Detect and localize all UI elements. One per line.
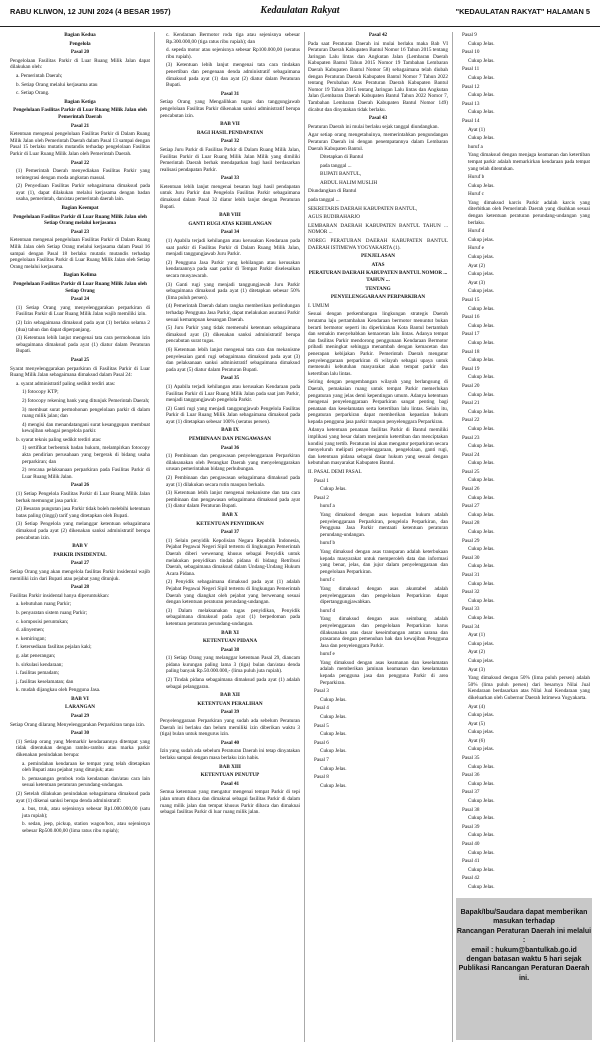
paragraph: (2) Pembinaan dan pengawasan sebagaimana dimaksud pada ayat (1) dilakukan secara rutin maupun berkala.: [166, 475, 300, 488]
paragraph: Pasal 12: [462, 83, 480, 90]
section-heading: GANTI RUGI ATAS KEHILANGAN: [188, 220, 272, 227]
paragraph: (2) Izin sebagaimana dimaksud pada ayat (1) berlaku selama 2 (dua) tahun dan dapat diperpanjang.: [16, 319, 150, 333]
paragraph: Pasal 42: [462, 875, 480, 882]
section-heading: Pasal 32: [220, 138, 240, 145]
paragraph: 1) fotocopy KTP;: [22, 389, 59, 396]
paragraph: Cukup Jelas.: [468, 763, 495, 770]
section-heading: Pasal 37: [220, 529, 240, 536]
paragraph: Cukup jelas.: [468, 288, 494, 295]
paragraph: (4) Pemerintah Daerah dalam rangka memberikan perlindungan terhadap Pengguna Jasa Parkir, dapat melakukan asuransi Parkir sesuai kemampuan keuangan Daerah.: [166, 303, 300, 323]
paragraph: Penyelenggaraan Perparkiran yang sudah ada sebelum Peraturan Daerah ini berlaku dan belum memiliki izin diberikan waktu 3 (tiga) bulan untuk mengurus izin.: [160, 718, 300, 738]
paragraph: Cukup Jelas.: [468, 460, 495, 467]
paragraph: Cukup Jelas.: [468, 529, 495, 536]
column-divider: [154, 32, 155, 1042]
paragraph: Yang dimaksud dengan asas transparan adalah keterbukaan kepada masyarakat untuk memperoleh data dan informasi yang benar, jelas, dan jujur dalam penyelenggaraan dan pengelolaan Perparkiran.: [320, 548, 448, 575]
section-heading: Pasal 35: [220, 375, 240, 382]
paragraph: Pasal 31: [462, 572, 480, 578]
paragraph: Adanya ketentuan penataan fasilitas Parkir di Bantul memiliki implikasi yang besar dalam menjamin ketertiban dan menciptakan kondisi yang tertib. Peraturan ini akan mengatur perparkiran secara menyeluruh meliputi penyelenggaraan, pengelolaan, ganti rugi, dan ketentuan pidana sebagai dasar hukum yang sesuai dengan kebutuhan masyarakat Kabupaten Bantul.: [308, 427, 448, 467]
text-column-4: [456, 32, 590, 892]
section-heading: BAB XII: [220, 692, 240, 699]
paragraph: Peraturan Daerah ini mulai berlaku sejak tanggal diundangkan.: [308, 123, 439, 130]
paragraph: I. UMUM: [308, 302, 330, 309]
paragraph: Cukup jelas.: [468, 712, 494, 719]
notice-line: Rancangan Peraturan Daerah ini melalui :: [456, 927, 592, 945]
paragraph: (2) Penyediaan Fasilitas Parkir sebagaimana dimaksud pada ayat (1), dapat dilakukan melalui kerjasama dengan badan usaha, pemerintah, dan/atau pemerintah daerah lain.: [16, 183, 150, 203]
paragraph: Pasal 9: [462, 32, 477, 38]
paragraph: (1) Setiap orang yang Memarkir kendaraannya ditempat yang tidak ditentukan dengan rambu-rambu atau marka parkir dikenakan penindakan berupa:: [16, 738, 150, 759]
paragraph: Cukup jelas.: [468, 236, 494, 243]
paragraph: Cukup jelas.: [468, 657, 494, 664]
paragraph: Pasal 8: [314, 774, 329, 781]
paragraph: Cukup jelas.: [468, 640, 494, 647]
paragraph: Huruf d: [468, 228, 485, 235]
paragraph: Izin yang sudah ada sebelum Peraturan Daerah ini tetap dinyatakan berlaku sampai dengan masa berlaku izin habis.: [160, 748, 300, 761]
section-heading: Pasal 38: [220, 646, 240, 653]
paragraph: Pasal 28: [462, 520, 480, 527]
paragraph: Pasal 33: [462, 606, 480, 613]
section-heading: BAB V: [72, 543, 88, 550]
paragraph: II. PASAL DEMI PASAL: [308, 469, 362, 476]
section-heading: Pasal 43: [368, 115, 388, 122]
paragraph: Cukup Jelas.: [468, 357, 495, 364]
paragraph: pada tanggal ...: [320, 162, 352, 169]
paragraph: a. syarat administratif paling sedikit terdiri atas:: [16, 380, 116, 387]
paragraph: Cukup jelas.: [468, 729, 494, 736]
paragraph: e. kemiringan;: [16, 635, 46, 642]
paragraph: b. Setiap Orang melalui kerjasama atau: [16, 81, 98, 88]
paragraph: Pasal 38: [462, 806, 480, 813]
paragraph: Pasal 20: [462, 382, 480, 389]
paragraph: Pasal 41: [462, 858, 480, 865]
paragraph: 3) membuat surat permohonan pengelolaan parkir di dalam ruang milik jalan; dan: [22, 406, 150, 420]
section-heading: Pasal 30: [70, 730, 90, 737]
paragraph: Ketentuan lebih lanjut mengenai besaran bagi hasil pendapatan untuk Juru Parkir dan Pengelola Fasilitas Parkir sebagaimana dimaksud dalam Pasal 32 diatur lebih lanjut dengan Peraturan Bupati.: [160, 183, 300, 210]
paragraph: Cukup Jelas.: [468, 597, 495, 604]
paragraph: Pasal 17: [462, 331, 480, 338]
paragraph: Pasal 23: [462, 434, 480, 441]
section-heading: BAB IX: [221, 427, 239, 434]
paragraph: (1) Apabila terjadi kehilangan atau kerusakan Kendaraan pada saat parkir di Fasilitas Parkir di Dalam Ruang Milik Jalan, menjadi tanggungjawab Juru Parkir.: [166, 238, 300, 258]
paragraph: Pasal 5: [314, 722, 329, 729]
paragraph: Ayat (3): [468, 666, 485, 673]
paragraph: Pasal 11: [462, 66, 480, 73]
paragraph: Pasal 39: [462, 823, 480, 830]
paragraph: Cukup jelas.: [468, 254, 494, 261]
paragraph: Pada saat Peraturan Daerah ini mulai berlaku maka Bab VI Peraturan Daerah Kabupaten Bantul Nomor 16 Tahun 2015 tentang Jaringan Lalu lintas dan Angkutan Jalan (Lembaran Daerah Kabupaten Bantul Tahun 2015 Nomor 19 Tambahan Lembaran Daerah Kabupaten Bantul Nomor 58) sebagaimana telah diubah dengan Peraturan Daerah Kabupaten Bantul Nomor 7 Tahun 2022 tentang Perubahan Atas Peraturan Daerah Kabupaten Bantul Nomor 19 Tahun 2015 tentang Jaringan Lalu lintas dan Angkutan Jalan (Lembaran Daerah Kabupaten Bantul Tahun 2022 Nomor 7, Tambahan Lembaran Daerah Kabupaten Bantul Nomor 149) dicabut dan dinyatakan tidak berlaku.: [308, 40, 448, 113]
paragraph: a. bus, truk, atau sejenisnya sebesar Rp1.000.000,00 (satu juta rupiah);: [22, 806, 150, 819]
text-column-3: [308, 32, 448, 1042]
paragraph: (2) Penyidik sebagaimana dimaksud pada ayat (1) adalah Pejabat Pegawai Negeri Sipil tertentu di lingkungan Pemerintah Daerah yang diangkat oleh pejabat yang berwenang sesuai dengan ketentuan peraturan perundang-undangan.: [166, 579, 300, 606]
paragraph: Cukup Jelas.: [468, 443, 495, 450]
paragraph: Pasal 37: [462, 789, 480, 796]
paragraph: Cukup Jelas.: [320, 748, 347, 755]
paragraph: Cukup Jelas.: [468, 305, 495, 312]
paragraph: Cukup Jelas.: [468, 92, 495, 99]
section-heading: Pasal 23: [70, 228, 90, 235]
section-heading: TENTANG: [365, 285, 391, 292]
paragraph: (3) Dalam melaksanakan tugas penyidikan, Penyidik sebagaimana dimaksud pada ayat (1) berpedoman pada ketentuan peraturan perundang-undangan.: [166, 607, 300, 627]
paragraph: BUPATI BANTUL,: [320, 171, 362, 178]
paragraph: huruf d: [320, 607, 336, 614]
text-column-1: [10, 32, 150, 1042]
paragraph: Cukup Jelas.: [468, 477, 495, 484]
section-heading: LARANGAN: [65, 704, 95, 711]
paragraph: Pasal 16: [462, 314, 480, 321]
paragraph: b. syarat teknis paling sedikit terdiri atas:: [16, 436, 102, 443]
paragraph: b. pemasangan gembok roda kendaraan dan/atau cara lain sesuai ketentuan peraturan perundang-undangan.: [22, 775, 150, 789]
paragraph: Cukup Jelas.: [468, 408, 495, 415]
paragraph: Setiap Orang yang Mengalihkan tugas dan tanggungjawab pengelolaan Fasilitas Parkir dikenakan sanksi administratif berupa pencabutan izin.: [160, 99, 300, 119]
paragraph: Pasal 6: [314, 739, 329, 746]
paragraph: Cukup Jelas.: [468, 494, 495, 501]
paragraph: Pasal 4: [314, 705, 329, 712]
paragraph: (3) Ganti rugi yang menjadi tanggungjawab Juru Parkir sebagaimana dimaksud pada ayat (1) ditetapkan sebesar 50% (lima puluh persen).: [166, 281, 300, 301]
paragraph: Cukup Jelas.: [468, 546, 495, 553]
paragraph: Cukup jelas.: [468, 271, 494, 278]
paragraph: Cukup Jelas.: [468, 425, 495, 432]
paragraph: (2) Besaran pungutan jasa Parkir tidak boleh melebihi ketentuan batas paling (tinggi) tarif yang ditetapkan oleh Bupati.: [16, 506, 150, 519]
paragraph: d. alinyemen;: [16, 627, 45, 634]
paragraph: (1) Setiap Orang yang melanggar ketentuan Pasal 29, diancam pidana kurungan paling lama 3 (tiga) bulan dan/atau denda paling banyak Rp.50.000.000,- (lima puluh juta rupiah).: [166, 655, 300, 675]
paragraph: Pasal 3: [314, 688, 329, 695]
paragraph: Cukup Jelas.: [468, 374, 495, 381]
paragraph: Ayat (2): [468, 649, 485, 656]
paragraph: Cukup Jelas.: [320, 696, 347, 703]
paragraph: pada tanggal ...: [308, 197, 340, 204]
paragraph: huruf a: [320, 503, 335, 510]
paragraph: c. komposisi peruntukan;: [16, 618, 69, 625]
paragraph: Pasal 35: [462, 755, 480, 762]
section-heading: Bagian Kedua: [64, 32, 96, 38]
paragraph: Syarat menyelenggarakan perparkiran di Fasilitas Parkir di Luar Ruang Milik Jalan sebagaimana dimaksud dalam Pasal 24:: [10, 365, 150, 379]
section-heading: Pasal 20: [70, 49, 90, 56]
paragraph: huruf b: [320, 540, 336, 547]
section-heading: Pasal 41: [220, 780, 240, 787]
paragraph: LEMBARAN DAERAH KABUPATEN BANTUL TAHUN ... NOMOR ...: [308, 222, 448, 236]
paragraph: Cukup Jelas.: [468, 182, 495, 189]
paragraph: Pasal 7: [314, 757, 329, 763]
section-heading: Pengelola: [69, 40, 91, 47]
paragraph: Pasal 14: [462, 117, 480, 124]
paragraph: Pasal 2: [314, 494, 329, 501]
paragraph: Agar setiap orang mengetahuinya, memerintahkan pengundangan Peraturan Daerah ini dengan penempatannya dalam Lembaran Daerah Kabupaten Bantul.: [308, 132, 448, 152]
paragraph: Ketentuan mengenai pengelolaan Fasilitas Parkir di Dalam Ruang Milik Jalan oleh Setiap Orang melalui kerjasama dalam Pasal 16 sampai dengan Pasal 18 berlaku mutatis mutandis terhadap pengelolaan Fasilitas Parkir di Luar Ruang Milik Jalan oleh Setiap Orang melalui kerjasama.: [10, 237, 150, 270]
paragraph: Pasal 30: [462, 554, 480, 561]
column-divider: [304, 32, 305, 1042]
paragraph: Cukup jelas.: [468, 746, 494, 753]
paragraph: Yang dimaksud dengan menjaga keamanan dan ketertiban tempat parkir adalah memarkirkan kendaraan pada tempat yang telah ditentukan.: [468, 152, 590, 172]
paragraph: Ayat (3): [468, 279, 485, 286]
paragraph: f. ketersediaan fasilitas pejalan kaki;: [16, 644, 92, 651]
column-divider: [452, 32, 453, 1042]
paragraph: Pengelolaan Fasilitas Parkir di Luar Ruang Milik Jalan dapat dilakukan oleh:: [10, 57, 150, 71]
paragraph: (2) Ganti rugi yang menjadi tanggungjawab Pengelola Fasilitas Parkir di Luar Ruang Milik Jalan sebagaimana dimaksud pada ayat (1) ditetapkan sebesar 100% (seratus persen).: [166, 405, 300, 425]
paragraph: d. sepeda motor atau sejenisnya sebesar Rp100.000,00 (seratus ribu rupiah).: [166, 47, 300, 60]
paragraph: Pasal 29: [462, 537, 480, 544]
paragraph: (3) Ketentuan lebih lanjut mengenai tata cara tindakan penertiban dan pengenaan denda administratif sebagaimana dimaksud pada ayat (1) dan ayat (2) diatur dalam Peraturan Bupati.: [166, 62, 300, 89]
paragraph: Pasal 40: [462, 841, 480, 847]
paragraph: Ditetapkan di Bantul: [320, 154, 364, 161]
notice-line: masukan terhadap: [493, 918, 555, 926]
paragraph: j. fasilitas keselamatan; dan: [16, 678, 74, 685]
header-date: RABU KLIWON, 12 JUNI 2024 (4 BESAR 1957): [10, 7, 171, 16]
paragraph: (1) Pemerintah Daerah menyediakan Fasilitas Parkir yang terintegrasi dengan moda angkutan massal.: [16, 168, 150, 181]
paragraph: Cukup Jelas.: [320, 714, 347, 721]
paragraph: Cukup Jelas.: [468, 511, 495, 518]
paragraph: Cukup Jelas.: [468, 832, 495, 839]
paragraph: b. penyaratan sistem ruang Parkir;: [16, 609, 88, 616]
section-heading: Pasal 36: [220, 444, 240, 451]
paragraph: Pasal 25: [462, 468, 480, 475]
paragraph: Cukup Jelas.: [320, 765, 347, 772]
notice-email: email : hukum@bantulkab.go.id: [471, 946, 577, 954]
section-heading: PENYELENGGARAAN PERPARKIRAN: [330, 294, 426, 301]
paragraph: a. pemindahan kendaraan ke tempat yang telah ditetapkan oleh Bupati atau pejabat yang ditunjuk; atau: [22, 760, 150, 774]
paragraph: huruf e: [320, 651, 335, 658]
section-heading: Pasal 25: [70, 356, 90, 363]
paragraph: 2) rencana pelaksanaan perparkiran pada Fasilitas Parkir di Luar Ruang Milik Jalan.: [22, 467, 150, 480]
header-page-label: "KEDAULATAN RAKYAT" HALAMAN 5: [455, 7, 590, 16]
section-heading: Pasal 42: [368, 32, 388, 38]
notice-line: Publikasi Rancangan Peraturan Daerah ini.: [458, 965, 590, 982]
paragraph: huruf c: [320, 577, 335, 584]
paragraph: Yang dimaksud dengan asas seimbang adalah penyelenggaraan dan pengelolaan Perparkiran harus dilaksanakan atas dasar keseimbangan antara sarana dan prasarana dengan pemenuhan hak dan kewajiban Pengguna Jasa dan penyelenggara Parkir.: [320, 616, 448, 649]
paragraph: (3) Ketentuan lebih lanjut mengenai mekanisme dan tata cara pembinaan dan pengawasan sebagaimana dimaksud pada ayat (1) diatur dalam Peraturan Bupati.: [166, 490, 300, 510]
paragraph: Yang dimaksud dengan 50% (lima puluh persen) adalah 50% (lima puluh persen) dari besarnya Nilai Jual Kendaraan berdasarkan atas Nilai Jual Kendaraan yang dikeluarkan oleh Gubernur Daerah Istimewa Yogyakarta.: [468, 675, 590, 701]
section-heading: Pasal 31: [220, 90, 240, 97]
paragraph: Yang dimaksud dengan asas akuntabel adalah penyelenggaraan dan pengelolaan Perparkiran dapat dipertanggungjawabkan.: [320, 585, 448, 606]
section-heading: Bagian Keempat: [61, 205, 99, 212]
paragraph: Cukup Jelas.: [468, 780, 495, 787]
paragraph: Pasal 34: [462, 623, 480, 630]
section-heading: BAB VI: [71, 695, 89, 702]
paragraph: Cukup Jelas.: [320, 731, 347, 738]
paragraph: Cukup Jelas.: [468, 614, 495, 621]
paragraph: Yang dimaksud dengan asas kepastian hukum adalah penyelenggaraan Perparkiran, pengelola Perparkiran, dan Pengguna Jasa Parkir mentaati ketentuan peraturan perundang-undangan.: [320, 512, 448, 538]
section-heading: Bagian Ketiga: [64, 98, 96, 105]
paragraph: Cukup Jelas.: [468, 322, 495, 329]
paragraph: Pasal 15: [462, 297, 480, 303]
section-heading: BAB XI: [221, 629, 239, 636]
paragraph: (1) Pembinaan dan pengawasan penyelenggaraan Perparkiran dilaksanakan oleh Perangkat Daerah yang menyelenggarakan urusan pemerintahan bidang perhubungan.: [166, 453, 300, 473]
paragraph: Cukup Jelas.: [468, 798, 495, 805]
section-heading: Pasal 29: [70, 713, 90, 720]
paragraph: b. sedan, jeep, pickup, station wagon/box, atau sejenisnya sebesar Rp500.000,00 (lima ratus ribu rupiah);: [22, 821, 150, 834]
paragraph: Pasal 32: [462, 589, 480, 596]
section-heading: BAB VIII: [219, 212, 241, 219]
paragraph: Huruf e: [468, 245, 484, 252]
section-heading: KETENTUAN PENYIDIKAN: [196, 520, 264, 527]
text-column-2: [160, 32, 300, 1042]
paragraph: Cukup Jelas.: [468, 849, 495, 856]
paragraph: Ayat (4): [468, 703, 485, 710]
paragraph: (2) Pengguna Jasa Parkir yang kehilangan atau kerusakan kendaraannya pada saat parkir di Tempat Parkir diselesaikan secara musyawarah.: [166, 259, 300, 279]
section-heading: Pasal 21: [70, 122, 90, 129]
paragraph: c. Setiap Orang.: [16, 90, 50, 97]
paragraph: (2) Tindak pidana sebagaimana dimaksud pada ayat (1) adalah sebagai pelanggaran.: [166, 677, 300, 690]
paragraph: Huruf b: [468, 174, 485, 181]
page-header: [0, 0, 600, 27]
section-heading: Pasal 34: [220, 229, 240, 236]
paragraph: Pasal 18: [462, 348, 480, 355]
paragraph: Ayat (6): [468, 737, 485, 744]
section-heading: Pengelolaan Fasilitas Parkir di Luar Ruang Milik Jalan oleh Setiap Orang: [13, 281, 147, 294]
paragraph: Cukup Jelas.: [468, 815, 495, 822]
section-heading: PEMBINAAN DAN PENGAWASAN: [188, 436, 272, 443]
section-heading: BAB X: [222, 512, 238, 518]
paragraph: a. kebutuhan ruang Parkir;: [16, 601, 72, 608]
paragraph: Pasal 22: [462, 417, 480, 424]
section-heading: BAB XIII: [219, 763, 241, 770]
paragraph: Pasal 27: [462, 503, 480, 510]
paragraph: (1) Setiap Orang yang menyelenggarakan perparkiran di Fasilitas Parkir di Luar Ruang Milik Jalan wajib memiliki izin.: [16, 304, 150, 318]
section-heading: Pasal 24: [70, 296, 90, 303]
paragraph: Ayat (2): [468, 262, 485, 269]
paragraph: a. Pemerintah Daerah;: [16, 72, 63, 79]
paragraph: Cukup Jelas.: [468, 883, 495, 890]
paragraph: (1) Apabila terjadi kehilangan atau kerusakan Kendaraan pada Fasilitas Parkir di Luar Ruang Milik Jalan pada saat jam Parkir, menjadi tanggungjawab pengelola Parkir.: [166, 383, 300, 404]
paragraph: h. sirkulasi kendaraan;: [16, 661, 63, 668]
paragraph: Yang dimaksud karcis Parkir adalah karcis yang diterbitkan oleh Pemerintah Daerah yang disahkan sesuai dengan ketentuan peraturan perundang-undangan yang berlaku.: [468, 199, 590, 226]
paragraph: Ketentuan mengenai pengelolaan Fasilitas Parkir di Dalam Ruang Milik Jalan oleh Pemerintah Daerah dalam Pasal 13 sampai dengan Pasal 15 berlaku mutatis mutandis terhadap pengelolaan Fasilitas Parkir di Luar Ruang Milik Jalan oleh Pemerintah Daerah.: [10, 131, 150, 157]
section-heading: Bagian Kelima: [63, 272, 97, 279]
paragraph: 1) sertifikat berbentuk badan hukum, melampirkan fotocopy akta pendirian perusahaan yang bergerak di bidang usaha perparkiran; dan: [22, 445, 150, 465]
paragraph: Pasal 1: [314, 477, 329, 484]
paragraph: (5) Juru Parkir yang tidak memenuhi ketentuan sebagaimana dimaksud ayat (3) dikenakan sanksi administratif berupa pencabutan surat tugas.: [166, 325, 300, 345]
paragraph: 4) mengisi dan menandatangani surat kesanggupan membuat kewajiban sebagai pengelola parkir.: [22, 421, 150, 435]
paragraph: AGUS BUDIRAHARJO: [308, 214, 361, 221]
paragraph: Cukup Jelas.: [468, 57, 495, 64]
paragraph: Ayat (1): [468, 126, 485, 133]
paragraph: Setiap Juru Parkir di Fasilitas Parkir di Dalam Ruang Milik Jalan, Fasilitas Parkir di Luar Ruang Milik Jalan Milik yang dimiliki Pemerintah Daerah berhak mendapatkan bagi hasil berdasarkan realisasi pendapatan Parkir.: [160, 146, 300, 173]
section-heading: ATAS: [371, 261, 385, 268]
paragraph: Setiap Orang yang akan mengelola fasilitas Parkir insidental wajib memiliki izin dari Bupati atau pejabat yang ditunjuk.: [10, 568, 150, 582]
paragraph: Cukup Jelas.: [468, 109, 495, 116]
paragraph: ABDUL HALIM MUSLIH: [320, 179, 378, 186]
paragraph: Pasal 36: [462, 772, 480, 779]
paragraph: NOREG PERATURAN DAERAH KABUPATEN BANTUL DAERAH ISTIMEWA YOGYAKARTA (1).: [308, 238, 448, 251]
paragraph: i. fasilitas pemadam;: [16, 670, 60, 677]
paragraph: Cukup Jelas.: [468, 74, 495, 81]
section-heading: Pasal 39: [220, 709, 240, 716]
paragraph: Cukup Jelas.: [468, 866, 495, 873]
section-heading: PARKIR INSIDENTAL: [53, 551, 107, 558]
paragraph: g. alat penerangan;: [16, 652, 56, 659]
section-heading: BAB VII: [220, 121, 240, 128]
section-heading: Pengelolaan Fasilitas Parkir di Luar Ruang Milik Jalan oleh Setiap Orang melalui kerjasama: [13, 213, 147, 227]
paragraph: Pasal 26: [462, 486, 480, 493]
section-heading: Pasal 28: [70, 584, 90, 591]
paragraph: Cukup Jelas.: [320, 486, 347, 493]
paragraph: Cukup Jelas.: [468, 135, 495, 142]
paragraph: Semua ketentuan yang mengatur mengenai tempat Parkir di tepi jalan umum dibaca dan dimaknai sebagai fasilitas Parkir di dalam ruang milik jalan dan tempat khusus Parkir dibaca dan dimaknai sebagai fasilitas Parkir di luar ruang milik jalan.: [160, 789, 300, 816]
paragraph: Pasal 24: [462, 451, 480, 458]
notice-line: Bapak/Ibu/Saudara dapat memberikan: [460, 909, 588, 916]
paragraph: (3) Ketentuan lebih lanjut mengenai tata cara permohonan izin sebagaimana dimaksud pada ayat (1) diatur dalam Peraturan Bupati.: [16, 335, 150, 355]
paragraph: Sesuai dengan perkembangan lingkungan strategis Daerah terutama laju pertambahan Kendaraan bermotor menuntut bukan berarti bermotor seperti itu diperkirakan Kota Bantul bertambah dan semakin menyebabkan kemacetan lalu lintas. Adanya tempat dan fasilitas Parkir mendorong penggunaan Kendaraan Bermotor pribadi meningkat sehingga menambah dengan kemacetan dan penerapan kebijakan Parkir. Pemerintah Daerah mengatur penyelenggaraan perparkiran di wilayah sebagai upaya untuk memenuhi kebutuhan masyarakat akan tempat parkir dan ketertiban lalu lintas.: [308, 311, 448, 377]
section-heading: Pasal 22: [70, 159, 90, 166]
paragraph: (1) Setiap Pengelola Fasilitas Parkir di Luar Ruang Milik Jalan berhak memungut jasa parkir.: [16, 491, 150, 504]
paragraph: Ayat (5): [468, 720, 485, 727]
paragraph: Pasal 13: [462, 100, 480, 107]
masthead-logo: Kedaulatan Rakyat: [260, 5, 340, 16]
paragraph: huruf a: [468, 143, 483, 150]
paragraph: Cukup Jelas.: [468, 580, 495, 587]
paragraph: Cukup Jelas.: [468, 563, 495, 570]
paragraph: Diundangkan di Bantul: [308, 188, 357, 195]
paragraph: Seiring dengan pengembangan wilayah yang berlangsung di Daerah, pemakaian ruang untuk tempat Parkir memerlukan pengaturan yang jelas demi kepentingan umum. Adanya ketentuan mengenai penyelenggaraan Perparkiran sangat penting bagi penataan dan keselamatan serta ketertiban lalu lintas. Selain itu, pengaturan perparkiran dapat memberikan kepastian hukum kepada pengguna jasa parkir maupun penyelenggara Perparkiran.: [308, 379, 448, 425]
paragraph: Huruf c: [468, 191, 484, 198]
paragraph: 2) fotocopy rekening bank yang ditunjuk Pemerintah Daerah;: [22, 397, 150, 404]
paragraph: Setiap Orang dilarang Menyelenggarakan Perparkiran tanpa izin.: [10, 721, 145, 728]
paragraph: Pasal 19: [462, 365, 480, 372]
section-heading: KETENTUAN PERALIHAN: [197, 700, 263, 707]
section-heading: BAGI HASIL PENDAPATAN: [196, 129, 264, 136]
paragraph: Cukup Jelas.: [468, 339, 495, 346]
paragraph: Fasilitas Parkir insidental hanya diperuntukkan:: [10, 592, 110, 599]
paragraph: (6) Ketentuan lebih lanjut mengenai tata cara dan mekanisme penyelesaian ganti rugi sebagaimana dimaksud pada ayat (3) dan pelaksanaan sanksi administratif sebagaimana dimaksud pada ayat (5) diatur dalam Peraturan Bupati.: [166, 346, 300, 373]
paragraph: Pasal 21: [462, 400, 480, 407]
section-heading: Pasal 33: [220, 175, 240, 182]
paragraph: Cukup Jelas.: [320, 782, 347, 789]
paragraph: c. Kendaraan Bermotor roda tiga atau sejenisnya sebesar Rp.300.000,00 (tiga ratus ribu rupiah); dan: [166, 32, 300, 45]
paragraph: Cukup Jelas.: [468, 391, 495, 398]
paragraph: SEKRETARIS DAERAH KABUPATEN BANTUL,: [308, 205, 418, 212]
paragraph: k. mudah dijangkau oleh Pengguna Jasa.: [16, 687, 101, 694]
section-heading: Pasal 27: [70, 560, 90, 567]
public-input-notice-box: [456, 898, 592, 1040]
section-heading: Pengelolaan Fasilitas Parkir di Luar Ruang Milik Jalan oleh Pemerintah Daerah: [13, 107, 147, 120]
paragraph: Cukup Jelas.: [468, 40, 495, 47]
section-heading: PERATURAN DAERAH KABUPATEN BANTUL NOMOR ... TAHUN ...: [308, 270, 448, 283]
section-heading: Pasal 40: [220, 739, 240, 746]
section-heading: Pasal 26: [70, 482, 90, 489]
paragraph: (1) Selain penyidik Kepolisian Negara Republik Indonesia, Pejabat Pegawai Negeri Sipil tertentu di lingkungan Pemerintah Daerah diberi wewenang khusus sebagai Penyidik untuk melakukan penyidikan tindak pidana di bidang Retribusi Daerah, sebagaimana dimaksud dalam Undang-Undang Hukum Acara Pidana.: [166, 537, 300, 577]
paragraph: (3) Setiap Pengelola yang melanggar ketentuan sebagaimana dimaksud pada ayat (2) dikenakan sanksi administratif berupa pencabutan izin.: [16, 521, 150, 541]
section-heading: KETENTUAN PENUTUP: [200, 772, 260, 779]
paragraph: Yang dimaksud dengan asas keamanan dan keselamatan adalah memberikan jaminan keamanan dan keselamatan kepada pengguna jasa dan pengguna Parkir di area Perparkiran.: [320, 659, 448, 686]
section-heading: PENJELASAN: [360, 253, 395, 260]
paragraph: (2) Setelah dilakukan penindakan sebagaimana dimaksud pada ayat (1) dikenai sanksi berupa denda administratif:: [16, 791, 150, 804]
paragraph: Pasal 10: [462, 49, 480, 56]
notice-line: dengan batasan waktu 5 hari sejak: [466, 956, 582, 964]
paragraph: Ayat (1): [468, 632, 485, 639]
section-heading: KETENTUAN PIDANA: [202, 638, 258, 645]
